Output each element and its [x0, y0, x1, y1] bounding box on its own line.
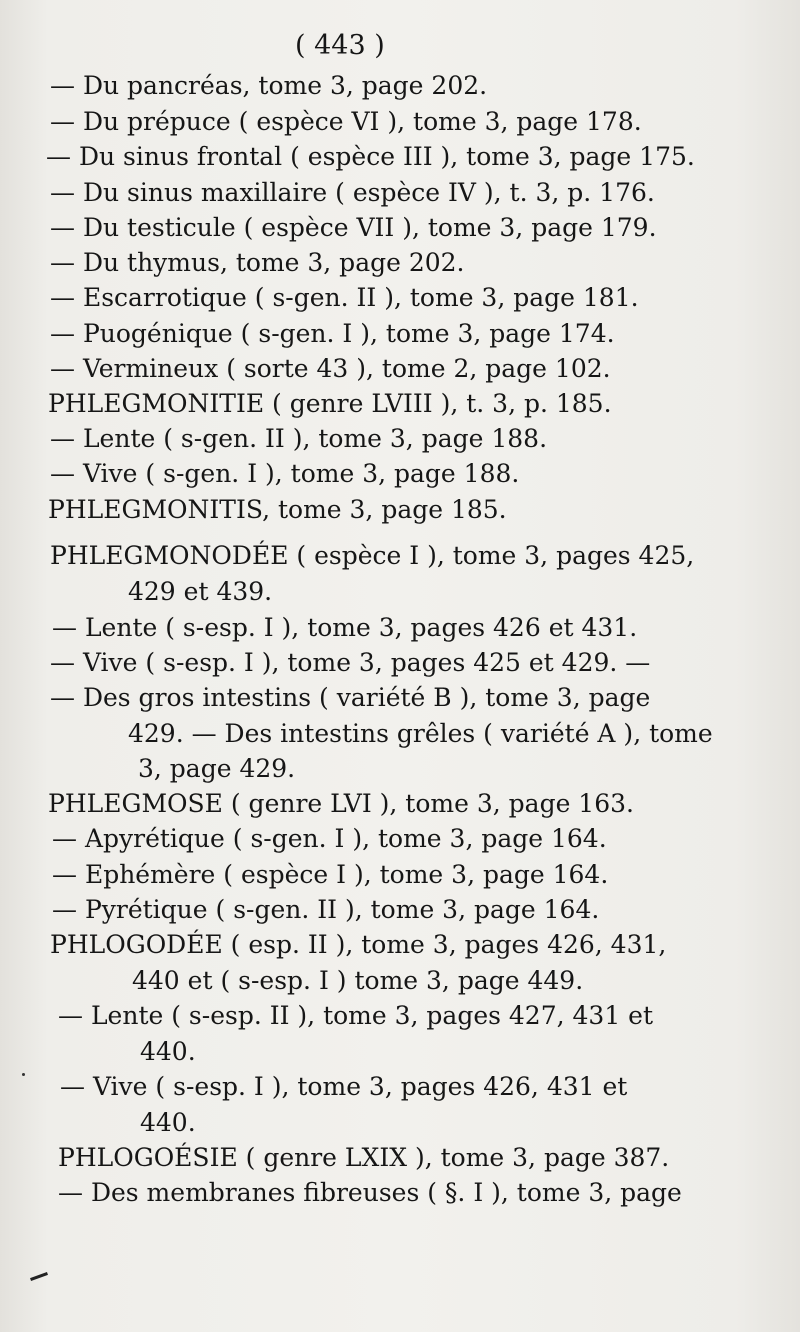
index-entry: — Du pancréas, tome 3, page 202.: [50, 71, 488, 100]
index-entry: — Du prépuce ( espèce VI ), tome 3, page 178.: [50, 107, 642, 136]
index-entry: — Vive ( s-esp. I ), tome 3, pages 425 et 429. —: [50, 648, 651, 677]
index-entry: — Du sinus maxillaire ( espèce IV ), t. 3, p. 176.: [50, 178, 655, 207]
index-heading: PHLEGMONODÉE ( espèce I ), tome 3, pages 425,: [50, 541, 695, 570]
index-continuation: 429. — Des intestins grêles ( variété A ), tome: [128, 719, 713, 748]
index-continuation: 440.: [140, 1108, 196, 1137]
page-number: ( 443 ): [295, 30, 385, 61]
index-entry: — Lente ( s-esp. I ), tome 3, pages 426 et 431.: [52, 613, 638, 642]
index-entry: — Vermineux ( sorte 43 ), tome 2, page 102.: [50, 354, 611, 383]
index-entry: — Ephémère ( espèce I ), tome 3, page 164.: [52, 860, 609, 889]
index-continuation: 440.: [140, 1037, 196, 1066]
index-heading: PHLOGODÉE ( esp. II ), tome 3, pages 426, 431,: [50, 930, 667, 959]
ink-speck: [22, 1073, 25, 1076]
index-continuation: 429 et 439.: [128, 577, 273, 606]
index-entry: — Des membranes fibreuses ( §. I ), tome 3, page: [58, 1178, 682, 1207]
index-heading: PHLEGMONITIS, tome 3, page 185.: [48, 495, 507, 524]
index-heading: PHLEGMOSE ( genre LVI ), tome 3, page 163.: [48, 789, 634, 818]
index-entry: — Escarrotique ( s-gen. II ), tome 3, page 181.: [50, 283, 639, 312]
index-entry: — Du testicule ( espèce VII ), tome 3, page 179.: [50, 213, 657, 242]
index-entry: — Lente ( s-esp. II ), tome 3, pages 427, 431 et: [58, 1001, 654, 1030]
index-entry: — Pyrétique ( s-gen. II ), tome 3, page 164.: [52, 895, 600, 924]
index-entry: — Du sinus frontal ( espèce III ), tome 3, page 175.: [46, 142, 695, 171]
index-heading: PHLOGOÉSIE ( genre LXIX ), tome 3, page 387.: [58, 1143, 670, 1172]
margin-mark: [30, 1272, 48, 1281]
index-entry: — Du thymus, tome 3, page 202.: [50, 248, 465, 277]
index-entry: — Vive ( s-esp. I ), tome 3, pages 426, 431 et: [60, 1072, 628, 1101]
index-continuation: 440 et ( s-esp. I ) tome 3, page 449.: [132, 966, 584, 995]
index-heading: PHLEGMONITIE ( genre LVIII ), t. 3, p. 185.: [48, 389, 612, 418]
index-entry: — Des gros intestins ( variété B ), tome 3, page: [50, 683, 651, 712]
index-continuation: 3, page 429.: [138, 754, 296, 783]
index-entry: — Vive ( s-gen. I ), tome 3, page 188.: [50, 459, 520, 488]
index-entry: — Puogénique ( s-gen. I ), tome 3, page 174.: [50, 319, 615, 348]
index-entry: — Lente ( s-gen. II ), tome 3, page 188.: [50, 424, 548, 453]
index-entry: — Apyrétique ( s-gen. I ), tome 3, page 164.: [52, 824, 607, 853]
